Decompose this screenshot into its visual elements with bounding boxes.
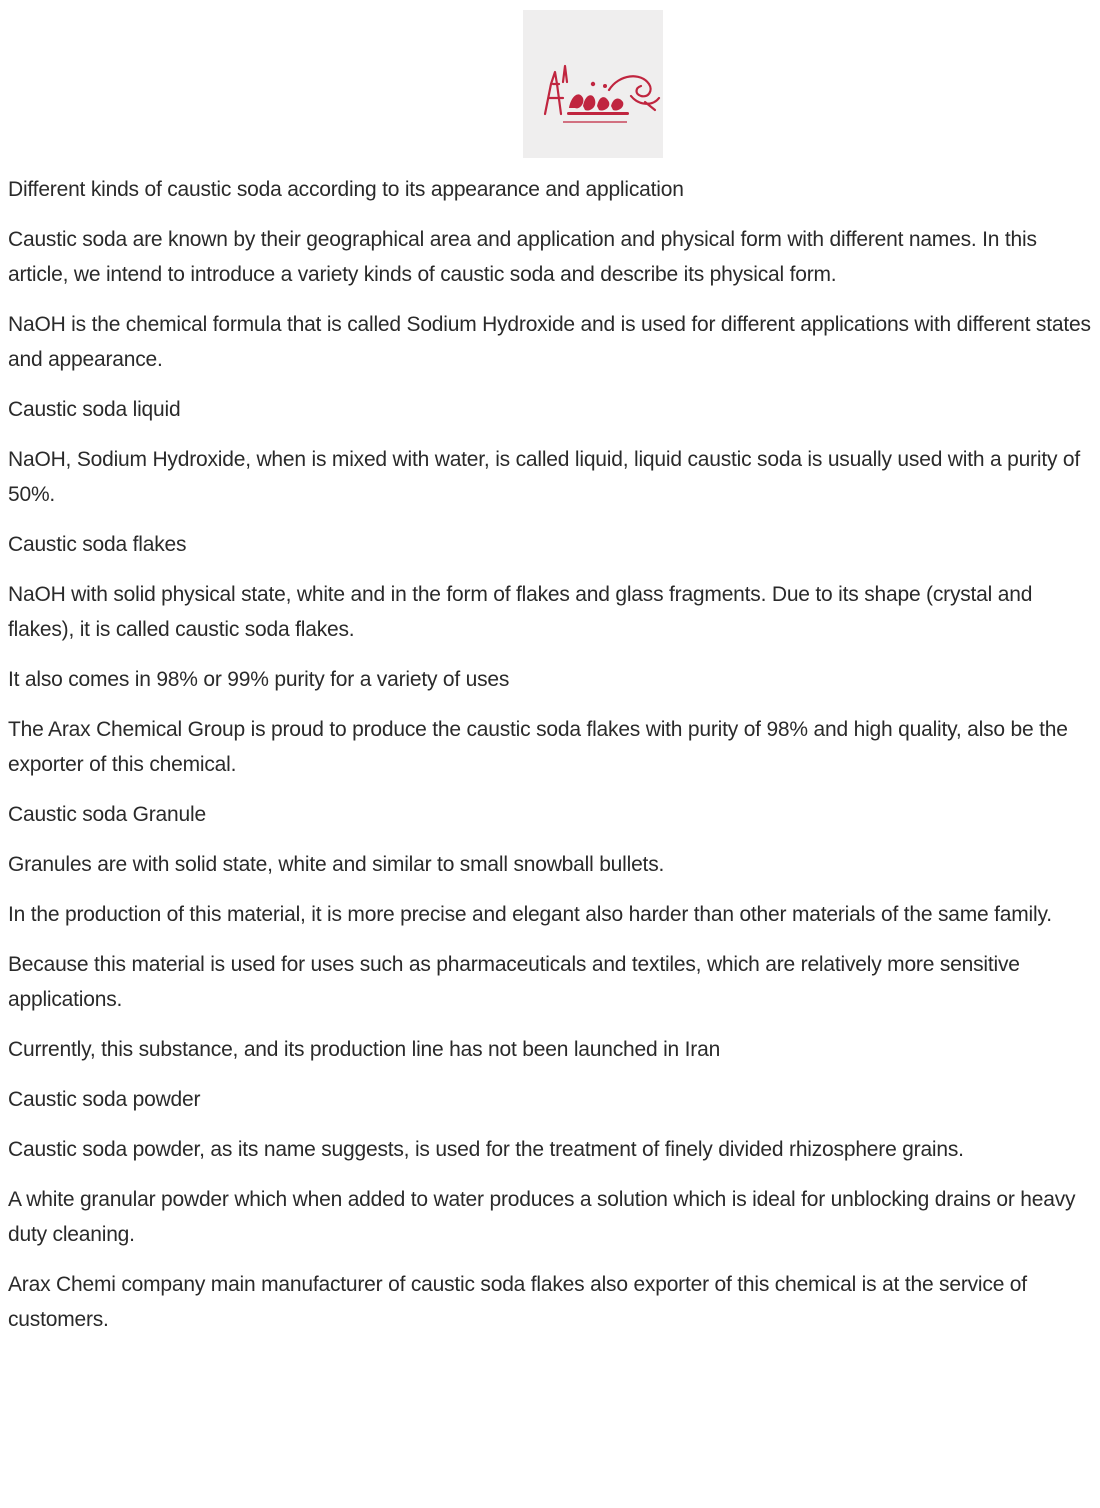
article-body [8,172,1093,1352]
article-title: Different kinds of caustic soda according to its appearance and application [8,178,684,201]
paragraph-powder: Caustic soda powder, as its name suggests, is used for the treatment of finely divided rhizosphere grains. [8,1138,964,1161]
company-logo-icon [523,10,663,158]
heading-powder: Caustic soda powder [8,1088,201,1111]
paragraph-intro: Caustic soda are known by their geographical area and application and physical form with different names. In this article, we intend to introduce a variety kinds of caustic soda and describe its physical form. [8,228,1037,286]
paragraph-arax-flakes: The Arax Chemical Group is proud to produce the caustic soda flakes with purity of 98% and high quality, also be the exporter of this chemical. [8,718,1068,776]
paragraph-flakes-purity: It also comes in 98% or 99% purity for a variety of uses [8,668,510,691]
paragraph-granule-production: In the production of this material, it is more precise and elegant also harder than other materials of the same family. [8,903,1052,926]
paragraph-powder-uses: A white granular powder which when added to water produces a solution which is ideal for unblocking drains or heavy duty cleaning. [8,1188,1076,1246]
heading-granule: Caustic soda Granule [8,803,206,826]
paragraph-liquid: NaOH, Sodium Hydroxide, when is mixed with water, is called liquid, liquid caustic soda is usually used with a purity of 50%. [8,448,1080,506]
paragraph-naoh: NaOH is the chemical formula that is called Sodium Hydroxide and is used for different applications with different states and appearance. [8,313,1091,371]
paragraph-closing: Arax Chemi company main manufacturer of caustic soda flakes also exporter of this chemical is at the service of customers. [8,1273,1027,1331]
paragraph-granule-uses: Because this material is used for uses such as pharmaceuticals and textiles, which are relatively more sensitive applications. [8,953,1020,1011]
heading-flakes: Caustic soda flakes [8,533,187,556]
paragraph-granule: Granules are with solid state, white and similar to small snowball bullets. [8,853,665,876]
heading-liquid: Caustic soda liquid [8,398,181,421]
paragraph-granule-iran: Currently, this substance, and its production line has not been launched in Iran [8,1038,721,1061]
paragraph-flakes: NaOH with solid physical state, white and in the form of flakes and glass fragments. Due to its shape (crystal and flakes), it is called caustic soda flakes. [8,583,1033,641]
logo-box [523,10,663,158]
